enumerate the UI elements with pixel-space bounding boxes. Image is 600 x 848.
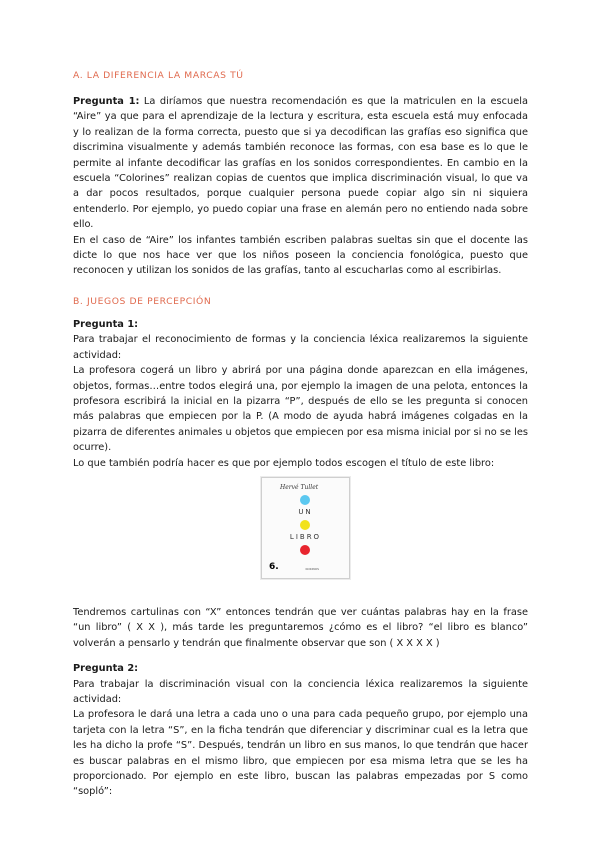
section-b-question-1-body: La profesora cogerá un libro y abrirá por una página donde aparezcan en ella imágenes, objetos, formas…entre todos elegirá una, por ejemplo la imagen de una pelota, entonces la profesora escribirá la inicial en la pizarra “P”, después de ello se les pregunta si conocen más palabras que empiecen por la P. (A modo de ayuda habrá imágenes colgadas en la pizarra de diferentes animales u objetos que empiecen por esa misma inicial por si no se les ocurre).	[73, 365, 528, 454]
section-a-heading: A. LA DIFERENCIA LA MARCAS TÚ	[73, 70, 244, 81]
section-b-question-1-intro: Para trabajar el reconocimiento de formas y la conciencia léxica realizaremos la siguiente actividad:	[73, 334, 528, 361]
book-word-un: UN	[298, 507, 313, 516]
book-cover-image	[261, 477, 350, 579]
section-b-question-1-label: Pregunta 1:	[73, 318, 139, 330]
book-figure	[73, 477, 528, 605]
section-b-question-2-label: Pregunta 2:	[73, 663, 139, 675]
section-b-heading: B. JUEGOS DE PERCEPCIÓN	[73, 295, 212, 307]
document-content	[73, 69, 528, 800]
book-author: Hervé Tullet	[280, 483, 319, 491]
section-b-question-1-after: Tendremos cartulinas con “X” entonces tendrán que ver cuántas palabras hay en la frase “un libro” ( X X ), más tarde les preguntaremos ¿cómo es el libro? “el libro es blanco” volverán a pensarlo y tendrán que finalmente observar que son ( X X X X )	[73, 606, 528, 649]
section-b-question-2-intro: Para trabajar la discriminación visual con la conciencia léxica realizaremos la siguiente actividad:	[73, 678, 528, 705]
book-word-libro: LIBRO	[289, 532, 322, 541]
question-1-answer: La diríamos que nuestra recomendación es que la matriculen en la escuela “Aire” ya que para el aprendizaje de la lectura y escritura, esta escuela está muy enfocada y lo realizan de la forma correcta, puesto que si ya decodifican las grafías eso significa que discrimina visualmente y además también reconoce las formas, con esa base es lo que le permite al infante decodificar las grafías en los sonidos correspondientes. En cambio en la escuela “Colorines” realizan copias de cuentos que implica discriminación visual, lo que va a dar pocos resultados, porque cualquier persona puede copiar algo sin ni siquiera entenderlo. Por ejemplo, yo puedo copiar una frase en alemán pero no entiendo nada sobre ello.	[73, 96, 528, 231]
book-publisher: KOKINOS	[305, 566, 319, 571]
question-1-label: Pregunta 1:	[73, 96, 140, 107]
section-a-question-1	[73, 94, 528, 233]
book-red-dot	[300, 545, 310, 555]
question-1-answer-continued: En el caso de “Aire” los infantes también escriben palabras sueltas sin que el docente las dicte lo que nos hace ver que los niños poseen la conciencia fonológica, puesto que reconocen y utilizan los sonidos de las grafías, tanto al escucharlas como al escribirlas.	[73, 234, 528, 277]
section-b-question-2-body: La profesora le dará una letra a cada uno o una para cada pequeño grupo, por ejemplo una tarjeta con la letra “S”, en la ficha tendrán que diferenciar y discriminar cual es la letra que les ha dicho la profe “S”. Después, tendrán un libro en sus manos, lo que tendrán que hacer es buscar palabras en el mismo libro, que empiecen por esa misma letra que se les ha proporcionado. Por ejemplo en este libro, buscan las palabras empezadas por S como “sopló”:	[73, 709, 528, 798]
book-blue-dot	[300, 495, 310, 505]
book-yellow-dot	[300, 520, 310, 530]
section-b-question-1-body-2: Lo que también podría hacer es que por ejemplo todos escogen el título de este libro:	[73, 457, 495, 469]
book-number: 6.	[269, 561, 279, 572]
